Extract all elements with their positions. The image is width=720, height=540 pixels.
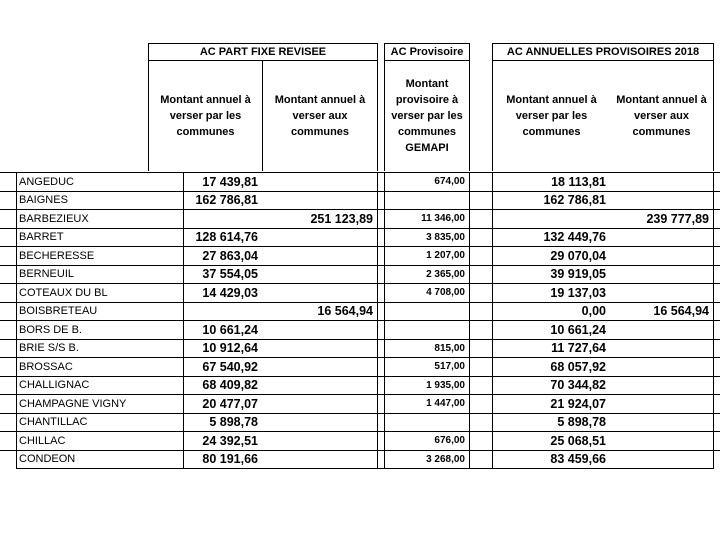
- table-row: [0, 209, 720, 228]
- montant-provisoire-gemapi: 1 447,00: [384, 395, 470, 413]
- table-bottom-border: [16, 468, 714, 469]
- montant-aux-communes: [262, 173, 378, 191]
- table-row: [0, 172, 720, 191]
- montant-par-communes: 10 661,24: [202, 322, 258, 337]
- montant-provisoire-gemapi: [384, 303, 470, 321]
- montant-aux-communes: [262, 395, 378, 413]
- montant-2018-par-communes: 18 113,81: [492, 173, 610, 191]
- montant-2018-par-communes: 11 727,64: [492, 340, 610, 358]
- montant-aux-communes: [262, 192, 378, 210]
- commune-name: CHALLIGNAC: [16, 377, 184, 395]
- commune-name: CHANTILLAC: [16, 414, 184, 432]
- montant-provisoire-gemapi: 3 835,00: [384, 229, 470, 247]
- montant-aux-communes: [262, 432, 378, 450]
- commune-name: BOISBRETEAU: [16, 303, 184, 321]
- montant-2018-aux-communes: [610, 414, 714, 432]
- montant-par-communes: 67 540,92: [202, 359, 258, 374]
- montant-par-communes: 17 439,81: [202, 174, 258, 189]
- montant-2018-aux-communes: [610, 432, 714, 450]
- table-row: [0, 302, 720, 321]
- montant-provisoire-gemapi: 1 935,00: [384, 377, 470, 395]
- commune-name: CHILLAC: [16, 432, 184, 450]
- montant-2018-aux-communes: [610, 173, 714, 191]
- montant-aux-communes: 16 564,94: [262, 303, 378, 321]
- header-ac-annuelles: AC ANNUELLES PROVISOIRES 2018: [492, 43, 714, 61]
- montant-aux-communes: [262, 321, 378, 339]
- table-row: [0, 283, 720, 302]
- commune-name: BARRET: [16, 229, 184, 247]
- table-row: [0, 265, 720, 284]
- header-ac-provisoire: AC Provisoire: [384, 43, 470, 61]
- montant-aux-communes: [262, 266, 378, 284]
- subheader-c5: Montant annuel à verser aux communes: [610, 61, 714, 171]
- table-row: [0, 376, 720, 395]
- montant-2018-aux-communes: [610, 266, 714, 284]
- montant-aux-communes: [262, 247, 378, 265]
- montant-provisoire-gemapi: 676,00: [384, 432, 470, 450]
- montant-2018-par-communes: 19 137,03: [492, 284, 610, 302]
- montant-2018-par-communes: 25 068,51: [492, 432, 610, 450]
- header-ac-part-fixe: AC PART FIXE REVISEE: [148, 43, 378, 61]
- montant-par-communes: 37 554,05: [202, 267, 258, 282]
- table-row: [0, 228, 720, 247]
- commune-name: BROSSAC: [16, 358, 184, 376]
- montant-2018-par-communes: 132 449,76: [492, 229, 610, 247]
- montant-2018-aux-communes: [610, 321, 714, 339]
- montant-aux-communes: 251 123,89: [262, 210, 378, 228]
- montant-par-communes: [148, 303, 262, 321]
- commune-name: BERNEUIL: [16, 266, 184, 284]
- montant-2018-aux-communes: [610, 395, 714, 413]
- montant-provisoire-gemapi: 4 708,00: [384, 284, 470, 302]
- montant-2018-aux-communes: [610, 340, 714, 358]
- montant-2018-par-communes: 0,00: [492, 303, 610, 321]
- montant-2018-par-communes: [492, 210, 610, 228]
- commune-name: COTEAUX DU BL: [16, 284, 184, 302]
- montant-2018-par-communes: 5 898,78: [492, 414, 610, 432]
- montant-2018-aux-communes: [610, 284, 714, 302]
- montant-provisoire-gemapi: 674,00: [384, 173, 470, 191]
- montant-par-communes: 27 863,04: [202, 248, 258, 263]
- montant-2018-par-communes: 83 459,66: [492, 451, 610, 469]
- montant-provisoire-gemapi: 517,00: [384, 358, 470, 376]
- montant-2018-aux-communes: 16 564,94: [610, 303, 714, 321]
- montant-2018-par-communes: 39 919,05: [492, 266, 610, 284]
- montant-provisoire-gemapi: 3 268,00: [384, 451, 470, 469]
- montant-provisoire-gemapi: 11 346,00: [384, 210, 470, 228]
- montant-aux-communes: [262, 229, 378, 247]
- montant-2018-par-communes: 68 057,92: [492, 358, 610, 376]
- table-row: [0, 246, 720, 265]
- table-row: [0, 339, 720, 358]
- commune-name: ANGEDUC: [16, 173, 184, 191]
- table-row: [0, 394, 720, 413]
- commune-name: BRIE S/S B.: [16, 340, 184, 358]
- table-row: [0, 320, 720, 339]
- table-row: [0, 191, 720, 210]
- montant-provisoire-gemapi: [384, 321, 470, 339]
- montant-2018-aux-communes: [610, 247, 714, 265]
- table-row: [0, 450, 720, 469]
- subheader-c3: Montant provisoire à verser par les communes GEMAPI: [384, 61, 470, 171]
- montant-2018-aux-communes: [610, 229, 714, 247]
- subheader-c4: Montant annuel à verser par les communes: [492, 61, 610, 171]
- table-row: [0, 357, 720, 376]
- montant-par-communes: 5 898,78: [209, 415, 258, 430]
- montant-provisoire-gemapi: 1 207,00: [384, 247, 470, 265]
- table-row: [0, 413, 720, 432]
- montant-2018-par-communes: 70 344,82: [492, 377, 610, 395]
- montant-aux-communes: [262, 284, 378, 302]
- commune-name: BAIGNES: [16, 192, 184, 210]
- montant-2018-aux-communes: 239 777,89: [610, 210, 714, 228]
- montant-aux-communes: [262, 377, 378, 395]
- montant-par-communes: 20 477,07: [202, 396, 258, 411]
- subheader-c1: Montant annuel à verser par les communes: [148, 61, 262, 171]
- table-row: [0, 431, 720, 450]
- montant-provisoire-gemapi: 815,00: [384, 340, 470, 358]
- montant-par-communes: 80 191,66: [202, 452, 258, 467]
- montant-aux-communes: [262, 451, 378, 469]
- commune-name: BECHERESSE: [16, 247, 184, 265]
- montant-par-communes: 10 912,64: [202, 341, 258, 356]
- commune-name: CHAMPAGNE VIGNY: [16, 395, 184, 413]
- montant-2018-par-communes: 162 786,81: [492, 192, 610, 210]
- montant-2018-par-communes: 21 924,07: [492, 395, 610, 413]
- montant-provisoire-gemapi: 2 365,00: [384, 266, 470, 284]
- montant-2018-aux-communes: [610, 358, 714, 376]
- montant-par-communes: 14 429,03: [202, 285, 258, 300]
- montant-par-communes: 162 786,81: [195, 193, 258, 208]
- montant-par-communes: 68 409,82: [202, 378, 258, 393]
- montant-par-communes: [148, 210, 262, 228]
- commune-name: CONDEON: [16, 451, 184, 469]
- montant-aux-communes: [262, 358, 378, 376]
- montant-2018-aux-communes: [610, 377, 714, 395]
- subheader-c2: Montant annuel à verser aux communes: [262, 61, 378, 171]
- montant-par-communes: 128 614,76: [195, 230, 258, 245]
- montant-provisoire-gemapi: [384, 414, 470, 432]
- montant-2018-par-communes: 29 070,04: [492, 247, 610, 265]
- montant-aux-communes: [262, 340, 378, 358]
- montant-2018-aux-communes: [610, 192, 714, 210]
- commune-name: BARBEZIEUX: [16, 210, 184, 228]
- montant-par-communes: 24 392,51: [202, 433, 258, 448]
- montant-2018-par-communes: 10 661,24: [492, 321, 610, 339]
- commune-name: BORS DE B.: [16, 321, 184, 339]
- montant-2018-aux-communes: [610, 451, 714, 469]
- montant-aux-communes: [262, 414, 378, 432]
- montant-provisoire-gemapi: [384, 192, 470, 210]
